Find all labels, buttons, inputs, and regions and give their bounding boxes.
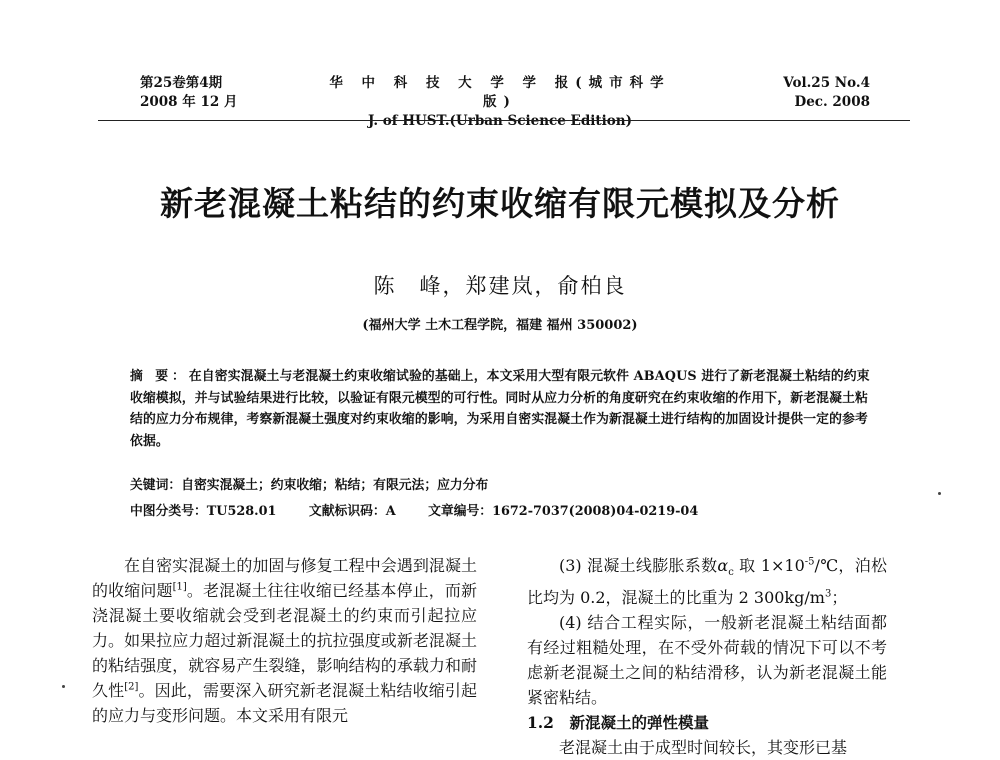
body-column-right xyxy=(527,553,887,760)
exponent-3: 3 xyxy=(824,588,832,600)
journal-issue-cn xyxy=(140,74,237,112)
intro-text-3: 。因此，需要深入研究新老混凝土粘结收缩引起的应力与变形问题。本文采用有限元 xyxy=(92,681,477,725)
authors: 陈 峰，郑建岚，俞柏良 xyxy=(373,274,627,298)
citation-2: [2] xyxy=(124,681,139,693)
date-cn: 2008 年 12 月 xyxy=(140,94,238,110)
clc-value: TU528.01 xyxy=(206,504,277,519)
keywords-text: 自密实混凝土；约束收缩；粘结；有限元法；应力分布 xyxy=(181,478,489,493)
doc-value: A xyxy=(385,504,396,519)
volume-en: Vol.25 No.4 xyxy=(783,75,870,91)
intro-text-2: 。老混凝土往往收缩已经基本停止，而新浇混凝土要收缩就会受到老混凝土的约束而引起拉应力。如果拉应力超过新混凝土的抗拉强度或新老混凝土的粘结强度，就容易产生裂缝，影响结构的承载力和耐久性 xyxy=(92,581,477,700)
art-value: 1672-7037(2008)04-0219-04 xyxy=(492,504,699,519)
assumption-3-text-c: /℃，泊松比均为 0.2，混凝土的比重为 2 300kg/m xyxy=(527,556,887,608)
doc-label: 文献标识码： xyxy=(308,504,386,519)
article-number xyxy=(428,504,698,519)
assumption-3 xyxy=(527,553,887,610)
journal-name-cn: 华 中 科 技 大 学 学 报(城市科学版) xyxy=(329,75,671,110)
assumption-3-text-b: 取 1×10 xyxy=(733,556,805,575)
exponent-5: -5 xyxy=(804,556,815,568)
journal-name-en: J. of HUST.(Urban Science Edition) xyxy=(368,113,632,129)
section-1-2-text: 老混凝土由于成型时间较长，其变形已基 xyxy=(559,738,848,758)
art-label: 文章编号： xyxy=(428,504,493,519)
intro-paragraph xyxy=(92,553,477,728)
date-en: Dec. 2008 xyxy=(794,94,870,110)
affiliation: (福州大学 土木工程学院，福建 福州 350002) xyxy=(362,318,638,333)
abstract xyxy=(130,366,870,452)
abstract-text: 在自密实混凝土与老混凝土约束收缩试验的基础上，本文采用大型有限元软件 ABAQUS 进行了新老混凝土粘结的约束收缩模拟，并与试验结果进行比较，以验证有限元模型的可行性。同时从应力分析的角度研究在约束收缩的作用下，新老混凝土粘结的应力分布规律，考察新混凝土强度对约束收缩的影响，为采用自密实混凝土作为新混凝土进行结构的加固设计提供一定的参考依据。 xyxy=(130,369,870,449)
scan-speck xyxy=(62,685,65,688)
assumption-3-text-d: ； xyxy=(831,588,848,608)
clc-label: 中图分类号： xyxy=(130,504,207,519)
scan-speck xyxy=(938,492,941,495)
keywords xyxy=(130,474,870,493)
classification-line xyxy=(130,500,870,519)
section-heading-1-2: 1.2 新混凝土的弹性模量 xyxy=(527,713,709,733)
volume-cn: 第25卷第4期 xyxy=(140,75,223,91)
abstract-label: 摘 要： xyxy=(130,369,189,384)
alpha-symbol: α xyxy=(717,556,729,575)
header-rule xyxy=(98,120,910,121)
citation-1: [1] xyxy=(172,581,187,593)
alpha-subscript: c xyxy=(728,567,734,579)
keywords-label: 关键词： xyxy=(130,478,182,493)
body-column-left xyxy=(92,553,477,728)
journal-issue-en xyxy=(760,74,870,112)
clc-code xyxy=(130,504,276,519)
document-code xyxy=(309,504,396,519)
assumption-4: (4) 结合工程实际，一般新老混凝土粘结面都有经过粗糙处理，在不受外荷载的情况下可以不考虑新老混凝土之间的粘结滑移，认为新老混凝土能紧密粘结。 xyxy=(527,613,887,708)
assumption-3-text-a: (3) 混凝土线膨胀系数 xyxy=(559,556,718,575)
intro-text-1: 在自密实混凝土的加固与修复工程中会遇到混凝土的收缩问题 xyxy=(92,556,477,600)
paper-title: 新老混凝土粘结的约束收缩有限元模拟及分析 xyxy=(160,184,840,223)
journal-name xyxy=(325,74,675,131)
